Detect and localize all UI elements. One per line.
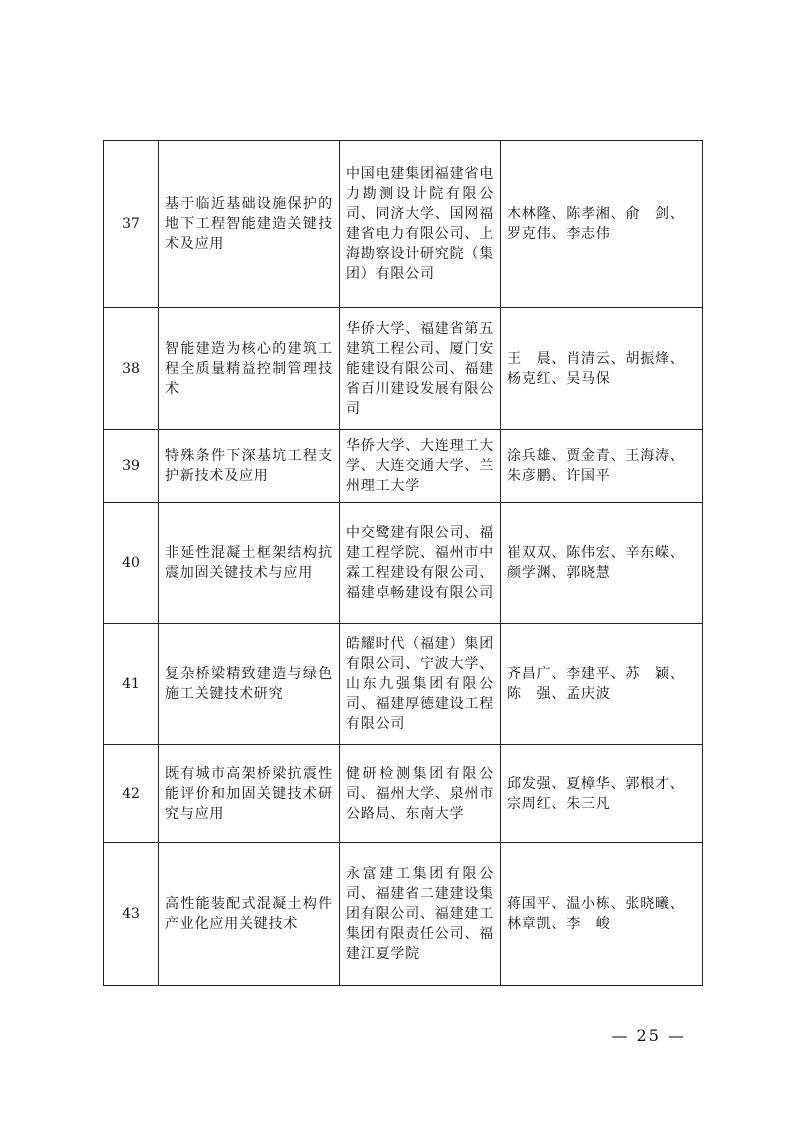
- table-row: [104, 503, 703, 624]
- completing-units: 中交鹭建有限公司、福建工程学院、福州市中霖工程建设有限公司、福建卓畅建设有限公司: [340, 503, 501, 624]
- row-number: 41: [104, 624, 159, 745]
- table-row: [104, 430, 703, 503]
- row-number: 43: [104, 843, 159, 986]
- completing-people: 涂兵雄、贾金青、王海涛、朱彦鹏、许国平: [501, 430, 703, 503]
- project-name: 既有城市高架桥梁抗震性能评价和加固关键技术研究与应用: [159, 745, 340, 843]
- project-name: 复杂桥梁精致建造与绿色施工关键技术研究: [159, 624, 340, 745]
- completing-people: 蒋国平、温小栋、张晓曦、林章凯、李 峻: [501, 843, 703, 986]
- table-row: [104, 745, 703, 843]
- table-row: [104, 843, 703, 986]
- completing-people: 齐昌广、李建平、苏 颖、陈 强、孟庆波: [501, 624, 703, 745]
- row-number: 42: [104, 745, 159, 843]
- completing-people: 邱发强、夏樟华、郭根才、宗周红、朱三凡: [501, 745, 703, 843]
- project-name: 智能建造为核心的建筑工程全质量精益控制管理技术: [159, 308, 340, 430]
- completing-units: 皓耀时代（福建）集团有限公司、宁波大学、山东九强集团有限公司、福建厚德建设工程有限公司: [340, 624, 501, 745]
- table-row: [104, 141, 703, 308]
- completing-units: 永富建工集团有限公司、福建省二建建设集团有限公司、福建建工集团有限责任公司、福建江夏学院: [340, 843, 501, 986]
- page-number: — 25 —: [611, 1026, 686, 1045]
- row-number: 39: [104, 430, 159, 503]
- completing-units: 华侨大学、福建省第五建筑工程公司、厦门安能建设有限公司、福建省百川建设发展有限公司: [340, 308, 501, 430]
- table-row: [104, 308, 703, 430]
- project-name: 高性能装配式混凝土构件产业化应用关键技术: [159, 843, 340, 986]
- project-name: 特殊条件下深基坑工程支护新技术及应用: [159, 430, 340, 503]
- completing-units: 华侨大学、大连理工大学、大连交通大学、兰州理工大学: [340, 430, 501, 503]
- awards-table: [103, 140, 703, 986]
- table-row: [104, 624, 703, 745]
- completing-units: 中国电建集团福建省电力勘测设计院有限公司、同济大学、国网福建省电力有限公司、上海勘察设计研究院（集团）有限公司: [340, 141, 501, 308]
- row-number: 38: [104, 308, 159, 430]
- project-name: 基于临近基础设施保护的地下工程智能建造关键技术及应用: [159, 141, 340, 308]
- project-name: 非延性混凝土框架结构抗震加固关键技术与应用: [159, 503, 340, 624]
- completing-people: 木林隆、陈孝湘、俞 剑、罗克伟、李志伟: [501, 141, 703, 308]
- completing-people: 崔双双、陈伟宏、辛东嵘、颜学渊、郭晓慧: [501, 503, 703, 624]
- row-number: 37: [104, 141, 159, 308]
- row-number: 40: [104, 503, 159, 624]
- completing-units: 健研检测集团有限公司、福州大学、泉州市公路局、东南大学: [340, 745, 501, 843]
- completing-people: 王 晨、肖清云、胡振烽、杨克红、吴马保: [501, 308, 703, 430]
